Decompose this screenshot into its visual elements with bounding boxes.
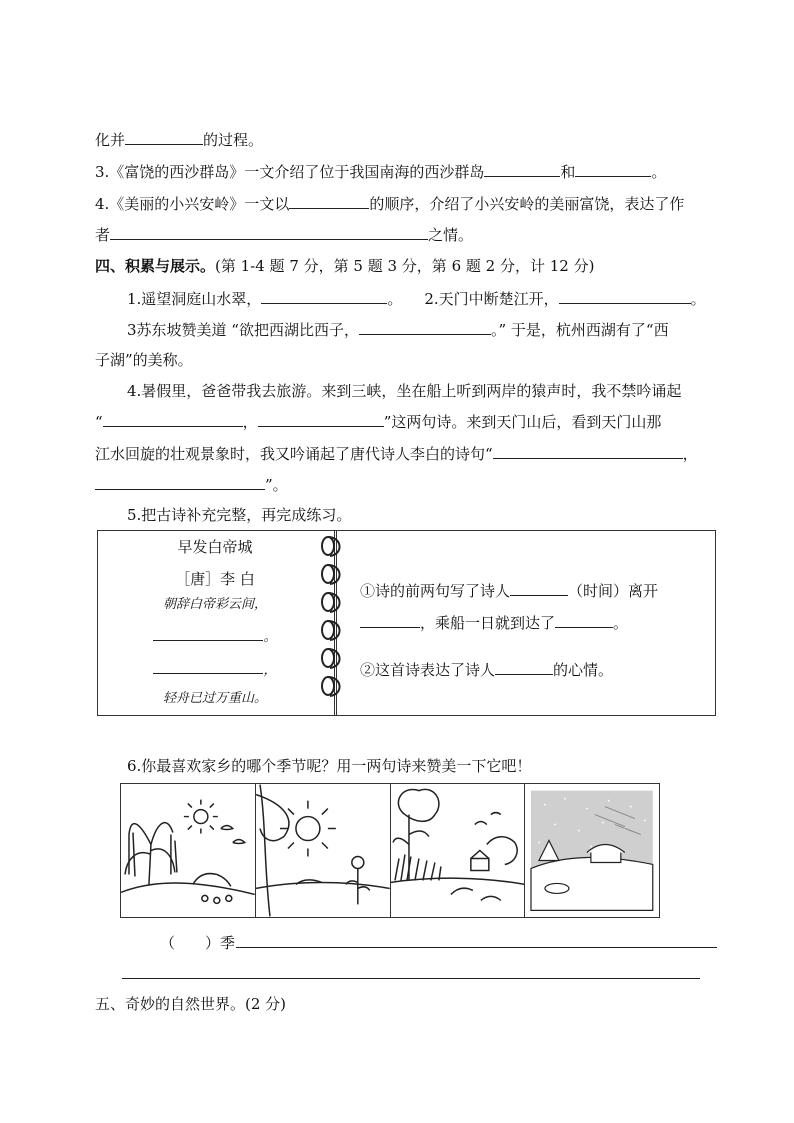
poem-line-2: 。 — [100, 624, 330, 647]
s4-q6: 6.你最喜欢家乡的哪个季节呢？用一两句诗来赞美一下它吧！ — [127, 757, 532, 775]
s4-q3-line2: 子湖”的美称。 — [95, 351, 193, 369]
answer-blank[interactable] — [559, 287, 691, 304]
answer-blank[interactable] — [510, 579, 568, 596]
poem-line-4: 轻舟已过万重山。 — [162, 691, 267, 706]
answer-blank[interactable] — [153, 657, 263, 674]
s4-q5a: ①诗的前两句写了诗人 （时间）离开 — [360, 579, 658, 602]
s5-heading: 五、奇妙的自然世界。(2 分) — [95, 995, 287, 1013]
season-pictures — [120, 783, 660, 918]
s4-q5: 5.把古诗补充完整，再完成练习。 — [127, 506, 352, 524]
poem-panel — [100, 534, 330, 708]
answer-blank[interactable] — [261, 287, 387, 304]
answer-blank[interactable] — [359, 318, 491, 335]
answer-blank[interactable] — [103, 410, 243, 427]
answer-blank[interactable] — [95, 473, 265, 490]
s4-q5a-line2: ，乘船一日就到达了 。 — [360, 611, 628, 634]
answer-line[interactable] — [236, 947, 717, 948]
answer-blank[interactable] — [153, 624, 263, 641]
spring-picture — [121, 784, 256, 917]
answer-blank[interactable] — [484, 160, 560, 177]
s3-q4: 4.《美丽的小兴安岭》一文以 的顺序，介绍了小兴安岭的美丽富饶，表达了作 — [95, 192, 684, 215]
summer-illustration — [256, 784, 390, 917]
answer-blank[interactable] — [289, 192, 369, 209]
s4-q4-line3: 江水回旋的壮观景象时，我又吟诵起了唐代诗人李白的诗句“ ， — [95, 442, 698, 465]
answer-blank[interactable] — [495, 658, 553, 675]
answer-blank[interactable] — [258, 410, 384, 427]
winter-picture — [525, 784, 659, 917]
winter-illustration — [525, 784, 659, 917]
s3-q4-line2: 者 之情。 — [95, 223, 473, 246]
s4-q5b: ②这首诗表达了诗人 的心情。 — [360, 658, 613, 681]
s3-q3: 3.《富饶的西沙群岛》一文介绍了位于我国南海的西沙群岛 和 。 — [95, 160, 666, 183]
answer-blank[interactable] — [125, 128, 203, 145]
poem-line-1: 朝辞白帝彩云间， — [162, 597, 267, 612]
s3-q2-tail: 化并 的过程。 — [95, 128, 263, 151]
answer-line[interactable] — [122, 978, 700, 979]
autumn-picture — [391, 784, 526, 917]
autumn-illustration — [391, 784, 525, 917]
s4-q4-line4: ”。 — [95, 473, 288, 496]
answer-blank[interactable] — [555, 611, 613, 628]
poem-title: 早发白帝城 — [177, 538, 253, 556]
s4-q4-line2: “ ， ”这两句诗。来到天门山后，看到天门山那 — [95, 410, 661, 433]
poem-line-3: ， — [100, 657, 330, 680]
answer-blank[interactable] — [360, 611, 420, 628]
answer-blank[interactable] — [575, 160, 651, 177]
s4-q4: 4.暑假里，爸爸带我去旅游。来到三峡，坐在船上听到两岸的猿声时，我不禁吟诵起 — [127, 382, 682, 400]
answer-blank[interactable] — [493, 442, 683, 459]
summer-picture — [256, 784, 391, 917]
answer-blank[interactable] — [110, 223, 428, 240]
spring-illustration — [121, 784, 255, 917]
s4-heading: 四、积累与展示。(第 1-4 题 7 分，第 5 题 3 分，第 6 题 2 分，计 12 分) — [95, 257, 595, 275]
s4-q1-q2: 1.遥望洞庭山水翠， 。 2.天门中断楚江开， 。 — [127, 287, 706, 310]
poem-author: ［唐］李 白 — [175, 570, 255, 588]
season-label: （ ）季 — [160, 934, 236, 952]
s4-q3: 3苏东坡赞美道 “欲把西湖比西子， 。” 于是，杭州西湖有了“西 — [127, 318, 669, 341]
notebook-rings — [312, 534, 358, 712]
